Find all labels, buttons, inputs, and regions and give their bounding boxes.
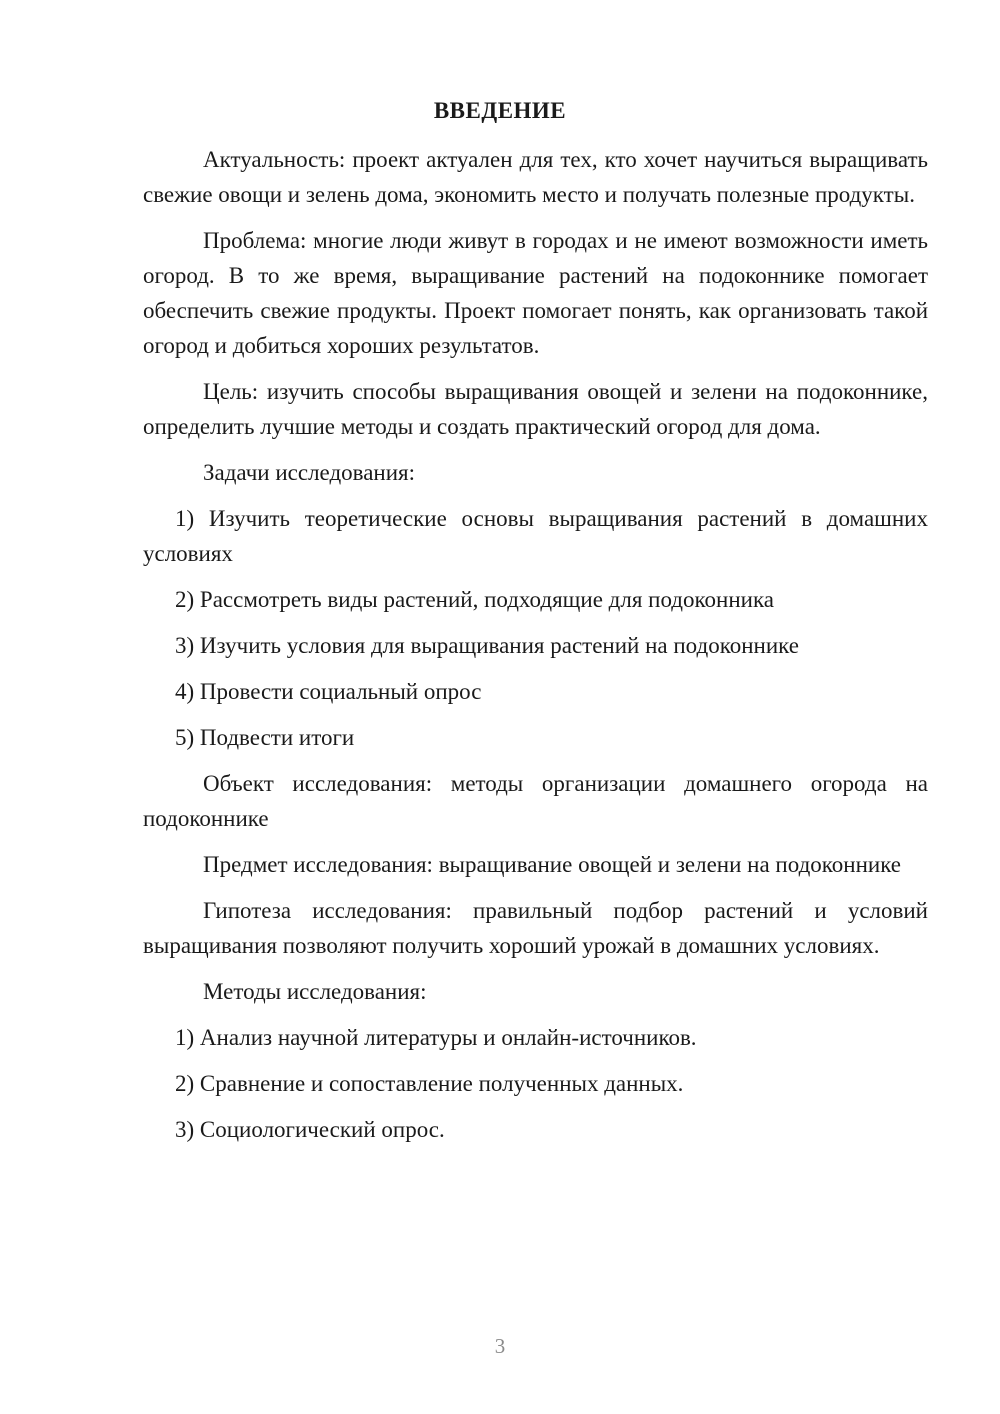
task-item-2: 2) Рассмотреть виды растений, подходящие для подоконника (175, 587, 774, 612)
task-item-4: 4) Провести социальный опрос (175, 679, 482, 704)
method-item-2: 2) Сравнение и сопоставление полученных данных. (175, 1071, 684, 1096)
relevance-paragraph: Актуальность: проект актуален для тех, кто хочет научиться выращивать свежие овощи и зелень дома, экономить место и получать полезные продукты. (143, 147, 928, 207)
task-item-3: 3) Изучить условия для выращивания растений на подоконнике (175, 633, 799, 658)
method-item-3: 3) Социологический опрос. (175, 1117, 445, 1142)
hypothesis-paragraph: Гипотеза исследования: правильный подбор растений и условий выращивания позволяют получить хороший урожай в домашних условиях. (143, 898, 928, 958)
object-paragraph: Объект исследования: методы организации домашнего огорода на подоконнике (143, 771, 928, 831)
task-item-1: 1) Изучить теоретические основы выращивания растений в домашних условиях (143, 506, 928, 566)
methods-heading: Методы исследования: (203, 979, 427, 1004)
page-title: ВВЕДЕНИЕ (433, 98, 567, 123)
method-item-1: 1) Анализ научной литературы и онлайн-источников. (175, 1025, 697, 1050)
subject-paragraph: Предмет исследования: выращивание овощей и зелени на подоконнике (203, 852, 902, 877)
page-number: 3 (494, 1334, 506, 1358)
goal-paragraph: Цель: изучить способы выращивания овощей и зелени на подоконнике, определить лучшие методы и создать практический огород для дома. (143, 379, 928, 439)
problem-paragraph: Проблема: многие люди живут в городах и не имеют возможности иметь огород. В то же время, выращивание растений на подоконнике помогает обеспечить свежие продукты. Проект помогает понять, как организовать такой огород и добиться хороших результатов. (143, 228, 928, 358)
document-body (143, 142, 928, 1158)
task-item-5: 5) Подвести итоги (175, 725, 355, 750)
tasks-heading: Задачи исследования: (203, 460, 416, 485)
